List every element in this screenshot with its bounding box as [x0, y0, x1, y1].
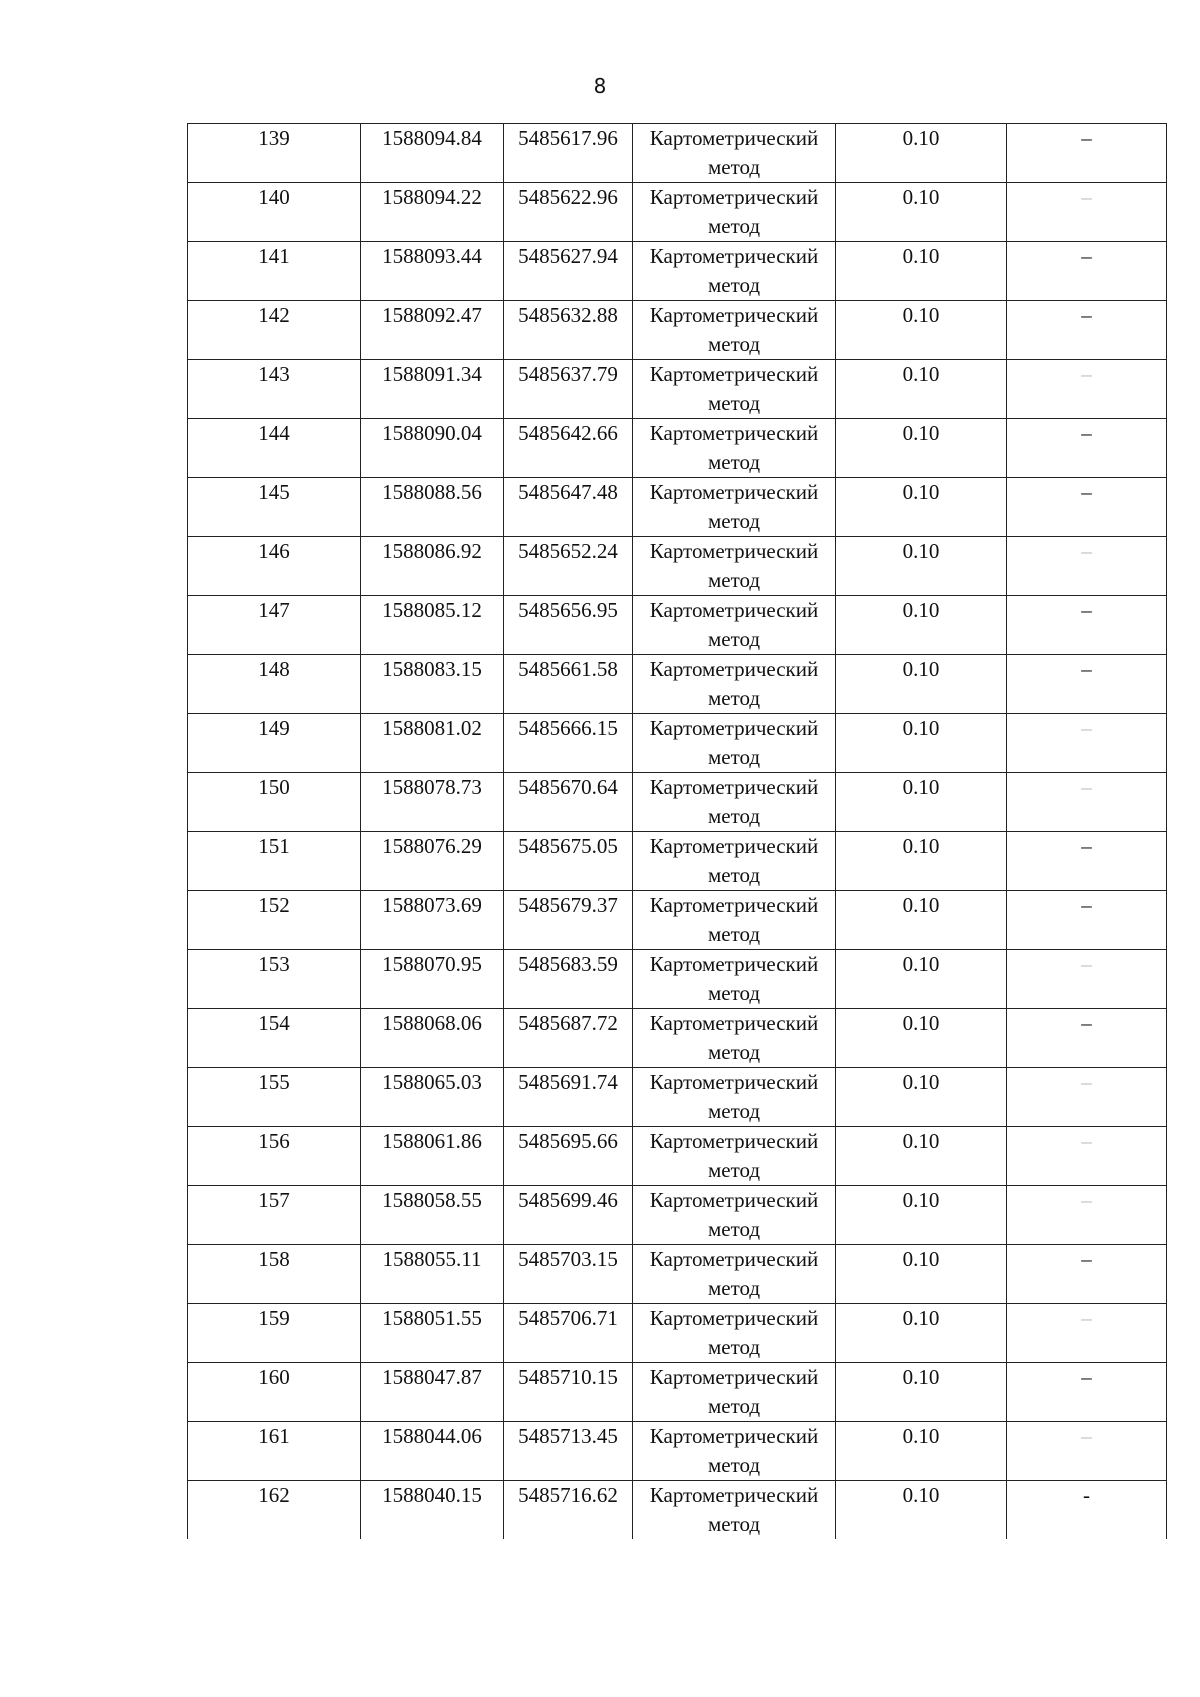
note-cell: –	[1007, 1363, 1167, 1422]
note-cell: –	[1007, 419, 1167, 478]
point-number-cell: 144	[188, 419, 361, 478]
point-number-cell: 162	[188, 1481, 361, 1540]
table-row	[188, 596, 1167, 655]
method-cell	[633, 773, 836, 832]
x-coordinate-cell: 1588086.92	[361, 537, 504, 596]
method-line-2: метод	[707, 1040, 761, 1064]
x-coordinate-cell: 1588044.06	[361, 1422, 504, 1481]
coordinates-table	[187, 123, 1167, 1539]
method-line-2: метод	[707, 450, 761, 474]
method-line-2: метод	[707, 155, 761, 179]
accuracy-cell: 0.10	[836, 242, 1007, 301]
y-coordinate-cell: 5485642.66	[504, 419, 633, 478]
note-cell: –	[1007, 124, 1167, 183]
x-coordinate-cell: 1588091.34	[361, 360, 504, 419]
table-row	[188, 360, 1167, 419]
x-coordinate-cell: 1588093.44	[361, 242, 504, 301]
method-cell	[633, 360, 836, 419]
accuracy-cell: 0.10	[836, 478, 1007, 537]
method-line-1: Картометрический	[649, 480, 819, 504]
method-line-2: метод	[707, 273, 761, 297]
table-row	[188, 1363, 1167, 1422]
method-line-1: Картометрический	[649, 893, 819, 917]
method-cell	[633, 242, 836, 301]
method-line-2: метод	[707, 1394, 761, 1418]
method-line-2: метод	[707, 509, 761, 533]
accuracy-cell: 0.10	[836, 714, 1007, 773]
x-coordinate-cell: 1588061.86	[361, 1127, 504, 1186]
point-number-cell: 159	[188, 1304, 361, 1363]
method-line-1: Картометрический	[649, 185, 819, 209]
point-number-cell: 154	[188, 1009, 361, 1068]
accuracy-cell: 0.10	[836, 1068, 1007, 1127]
method-line-1: Картометрический	[649, 539, 819, 563]
accuracy-cell: 0.10	[836, 1363, 1007, 1422]
point-number-cell: 140	[188, 183, 361, 242]
point-number-cell: 147	[188, 596, 361, 655]
point-number-cell: 142	[188, 301, 361, 360]
note-cell: –	[1007, 714, 1167, 773]
method-line-2: метод	[707, 686, 761, 710]
accuracy-cell: 0.10	[836, 360, 1007, 419]
y-coordinate-cell: 5485716.62	[504, 1481, 633, 1540]
x-coordinate-cell: 1588083.15	[361, 655, 504, 714]
method-line-2: метод	[707, 332, 761, 356]
accuracy-cell: 0.10	[836, 1009, 1007, 1068]
table-row	[188, 478, 1167, 537]
method-cell	[633, 891, 836, 950]
accuracy-cell: 0.10	[836, 301, 1007, 360]
accuracy-cell: 0.10	[836, 950, 1007, 1009]
table-row	[188, 537, 1167, 596]
x-coordinate-cell: 1588081.02	[361, 714, 504, 773]
accuracy-cell: 0.10	[836, 537, 1007, 596]
x-coordinate-cell: 1588094.22	[361, 183, 504, 242]
method-line-1: Картометрический	[649, 1365, 819, 1389]
x-coordinate-cell: 1588085.12	[361, 596, 504, 655]
page-number: 8	[593, 74, 607, 98]
method-line-2: метод	[707, 391, 761, 415]
table-row	[188, 419, 1167, 478]
y-coordinate-cell: 5485713.45	[504, 1422, 633, 1481]
table-row	[188, 124, 1167, 183]
method-line-1: Картометрический	[649, 1247, 819, 1271]
method-line-2: метод	[707, 1453, 761, 1477]
note-cell: –	[1007, 478, 1167, 537]
y-coordinate-cell: 5485652.24	[504, 537, 633, 596]
y-coordinate-cell: 5485617.96	[504, 124, 633, 183]
method-line-2: метод	[707, 863, 761, 887]
method-cell	[633, 301, 836, 360]
accuracy-cell: 0.10	[836, 1481, 1007, 1540]
x-coordinate-cell: 1588076.29	[361, 832, 504, 891]
point-number-cell: 152	[188, 891, 361, 950]
accuracy-cell: 0.10	[836, 183, 1007, 242]
note-cell: –	[1007, 1068, 1167, 1127]
accuracy-cell: 0.10	[836, 1127, 1007, 1186]
y-coordinate-cell: 5485627.94	[504, 242, 633, 301]
y-coordinate-cell: 5485683.59	[504, 950, 633, 1009]
method-cell	[633, 419, 836, 478]
table-row	[188, 1304, 1167, 1363]
y-coordinate-cell: 5485695.66	[504, 1127, 633, 1186]
point-number-cell: 153	[188, 950, 361, 1009]
x-coordinate-cell: 1588078.73	[361, 773, 504, 832]
table-row	[188, 1186, 1167, 1245]
y-coordinate-cell: 5485622.96	[504, 183, 633, 242]
method-line-1: Картометрический	[649, 1070, 819, 1094]
method-cell	[633, 1363, 836, 1422]
method-cell	[633, 1245, 836, 1304]
method-line-1: Картометрический	[649, 126, 819, 150]
method-line-2: метод	[707, 922, 761, 946]
x-coordinate-cell: 1588068.06	[361, 1009, 504, 1068]
table-row	[188, 655, 1167, 714]
accuracy-cell: 0.10	[836, 124, 1007, 183]
table-row	[188, 1009, 1167, 1068]
point-number-cell: 141	[188, 242, 361, 301]
method-line-1: Картометрический	[649, 1424, 819, 1448]
point-number-cell: 161	[188, 1422, 361, 1481]
method-cell	[633, 183, 836, 242]
accuracy-cell: 0.10	[836, 832, 1007, 891]
note-cell: –	[1007, 950, 1167, 1009]
y-coordinate-cell: 5485647.48	[504, 478, 633, 537]
method-cell	[633, 950, 836, 1009]
method-line-1: Картометрический	[649, 598, 819, 622]
method-cell	[633, 655, 836, 714]
method-line-2: метод	[707, 214, 761, 238]
method-cell	[633, 596, 836, 655]
method-line-1: Картометрический	[649, 1306, 819, 1330]
y-coordinate-cell: 5485703.15	[504, 1245, 633, 1304]
y-coordinate-cell: 5485691.74	[504, 1068, 633, 1127]
point-number-cell: 158	[188, 1245, 361, 1304]
accuracy-cell: 0.10	[836, 1304, 1007, 1363]
accuracy-cell: 0.10	[836, 773, 1007, 832]
method-line-1: Картометрический	[649, 657, 819, 681]
accuracy-cell: 0.10	[836, 596, 1007, 655]
method-cell	[633, 1068, 836, 1127]
note-cell: –	[1007, 655, 1167, 714]
point-number-cell: 150	[188, 773, 361, 832]
table-row	[188, 1422, 1167, 1481]
x-coordinate-cell: 1588058.55	[361, 1186, 504, 1245]
y-coordinate-cell: 5485670.64	[504, 773, 633, 832]
y-coordinate-cell: 5485687.72	[504, 1009, 633, 1068]
point-number-cell: 151	[188, 832, 361, 891]
note-cell: –	[1007, 1009, 1167, 1068]
point-number-cell: 139	[188, 124, 361, 183]
note-cell: –	[1007, 360, 1167, 419]
x-coordinate-cell: 1588094.84	[361, 124, 504, 183]
point-number-cell: 156	[188, 1127, 361, 1186]
y-coordinate-cell: 5485666.15	[504, 714, 633, 773]
note-cell: –	[1007, 242, 1167, 301]
x-coordinate-cell: 1588088.56	[361, 478, 504, 537]
method-line-2: метод	[707, 568, 761, 592]
accuracy-cell: 0.10	[836, 1245, 1007, 1304]
note-cell: –	[1007, 1422, 1167, 1481]
method-cell	[633, 537, 836, 596]
method-line-2: метод	[707, 1512, 761, 1536]
y-coordinate-cell: 5485675.05	[504, 832, 633, 891]
point-number-cell: 143	[188, 360, 361, 419]
accuracy-cell: 0.10	[836, 891, 1007, 950]
point-number-cell: 149	[188, 714, 361, 773]
x-coordinate-cell: 1588090.04	[361, 419, 504, 478]
table-row	[188, 242, 1167, 301]
y-coordinate-cell: 5485679.37	[504, 891, 633, 950]
method-line-1: Картометрический	[649, 421, 819, 445]
x-coordinate-cell: 1588040.15	[361, 1481, 504, 1540]
table-row	[188, 773, 1167, 832]
method-cell	[633, 1304, 836, 1363]
note-cell: –	[1007, 1186, 1167, 1245]
note-cell: –	[1007, 183, 1167, 242]
accuracy-cell: 0.10	[836, 655, 1007, 714]
note-cell: –	[1007, 301, 1167, 360]
method-line-1: Картометрический	[649, 716, 819, 740]
method-cell	[633, 1127, 836, 1186]
x-coordinate-cell: 1588065.03	[361, 1068, 504, 1127]
note-cell: –	[1007, 1245, 1167, 1304]
note-cell: –	[1007, 773, 1167, 832]
method-line-1: Картометрический	[649, 952, 819, 976]
x-coordinate-cell: 1588073.69	[361, 891, 504, 950]
accuracy-cell: 0.10	[836, 1186, 1007, 1245]
method-line-2: метод	[707, 981, 761, 1005]
y-coordinate-cell: 5485710.15	[504, 1363, 633, 1422]
y-coordinate-cell: 5485699.46	[504, 1186, 633, 1245]
method-line-2: метод	[707, 1276, 761, 1300]
method-line-1: Картометрический	[649, 303, 819, 327]
method-cell	[633, 1009, 836, 1068]
x-coordinate-cell: 1588047.87	[361, 1363, 504, 1422]
accuracy-cell: 0.10	[836, 419, 1007, 478]
method-line-1: Картометрический	[649, 834, 819, 858]
x-coordinate-cell: 1588055.11	[361, 1245, 504, 1304]
note-cell: –	[1007, 1304, 1167, 1363]
method-cell	[633, 714, 836, 773]
note-cell: –	[1007, 1127, 1167, 1186]
table-row	[188, 1068, 1167, 1127]
method-line-1: Картометрический	[649, 1129, 819, 1153]
x-coordinate-cell: 1588070.95	[361, 950, 504, 1009]
method-cell	[633, 832, 836, 891]
table-row	[188, 714, 1167, 773]
note-cell: –	[1007, 537, 1167, 596]
table-row	[188, 1245, 1167, 1304]
method-cell	[633, 124, 836, 183]
point-number-cell: 146	[188, 537, 361, 596]
method-cell	[633, 1422, 836, 1481]
y-coordinate-cell: 5485637.79	[504, 360, 633, 419]
x-coordinate-cell: 1588051.55	[361, 1304, 504, 1363]
table-row	[188, 301, 1167, 360]
method-line-2: метод	[707, 1217, 761, 1241]
method-line-2: метод	[707, 1099, 761, 1123]
point-number-cell: 148	[188, 655, 361, 714]
point-number-cell: 160	[188, 1363, 361, 1422]
method-line-2: метод	[707, 804, 761, 828]
note-cell: –	[1007, 596, 1167, 655]
point-number-cell: 157	[188, 1186, 361, 1245]
y-coordinate-cell: 5485656.95	[504, 596, 633, 655]
y-coordinate-cell: 5485661.58	[504, 655, 633, 714]
method-line-1: Картометрический	[649, 362, 819, 386]
note-cell: -	[1007, 1481, 1167, 1540]
table-row	[188, 950, 1167, 1009]
x-coordinate-cell: 1588092.47	[361, 301, 504, 360]
method-line-2: метод	[707, 1335, 761, 1359]
table-row	[188, 1127, 1167, 1186]
method-cell	[633, 1481, 836, 1540]
note-cell: –	[1007, 832, 1167, 891]
method-line-1: Картометрический	[649, 1011, 819, 1035]
note-cell: –	[1007, 891, 1167, 950]
table-row	[188, 183, 1167, 242]
accuracy-cell: 0.10	[836, 1422, 1007, 1481]
point-number-cell: 155	[188, 1068, 361, 1127]
method-line-1: Картометрический	[649, 1483, 819, 1507]
table-row	[188, 891, 1167, 950]
method-cell	[633, 478, 836, 537]
method-cell	[633, 1186, 836, 1245]
method-line-1: Картометрический	[649, 775, 819, 799]
method-line-1: Картометрический	[649, 244, 819, 268]
method-line-2: метод	[707, 745, 761, 769]
y-coordinate-cell: 5485706.71	[504, 1304, 633, 1363]
method-line-2: метод	[707, 1158, 761, 1182]
y-coordinate-cell: 5485632.88	[504, 301, 633, 360]
table-row	[188, 832, 1167, 891]
point-number-cell: 145	[188, 478, 361, 537]
table-body	[188, 124, 1167, 1540]
table-row	[188, 1481, 1167, 1540]
method-line-2: метод	[707, 627, 761, 651]
method-line-1: Картометрический	[649, 1188, 819, 1212]
